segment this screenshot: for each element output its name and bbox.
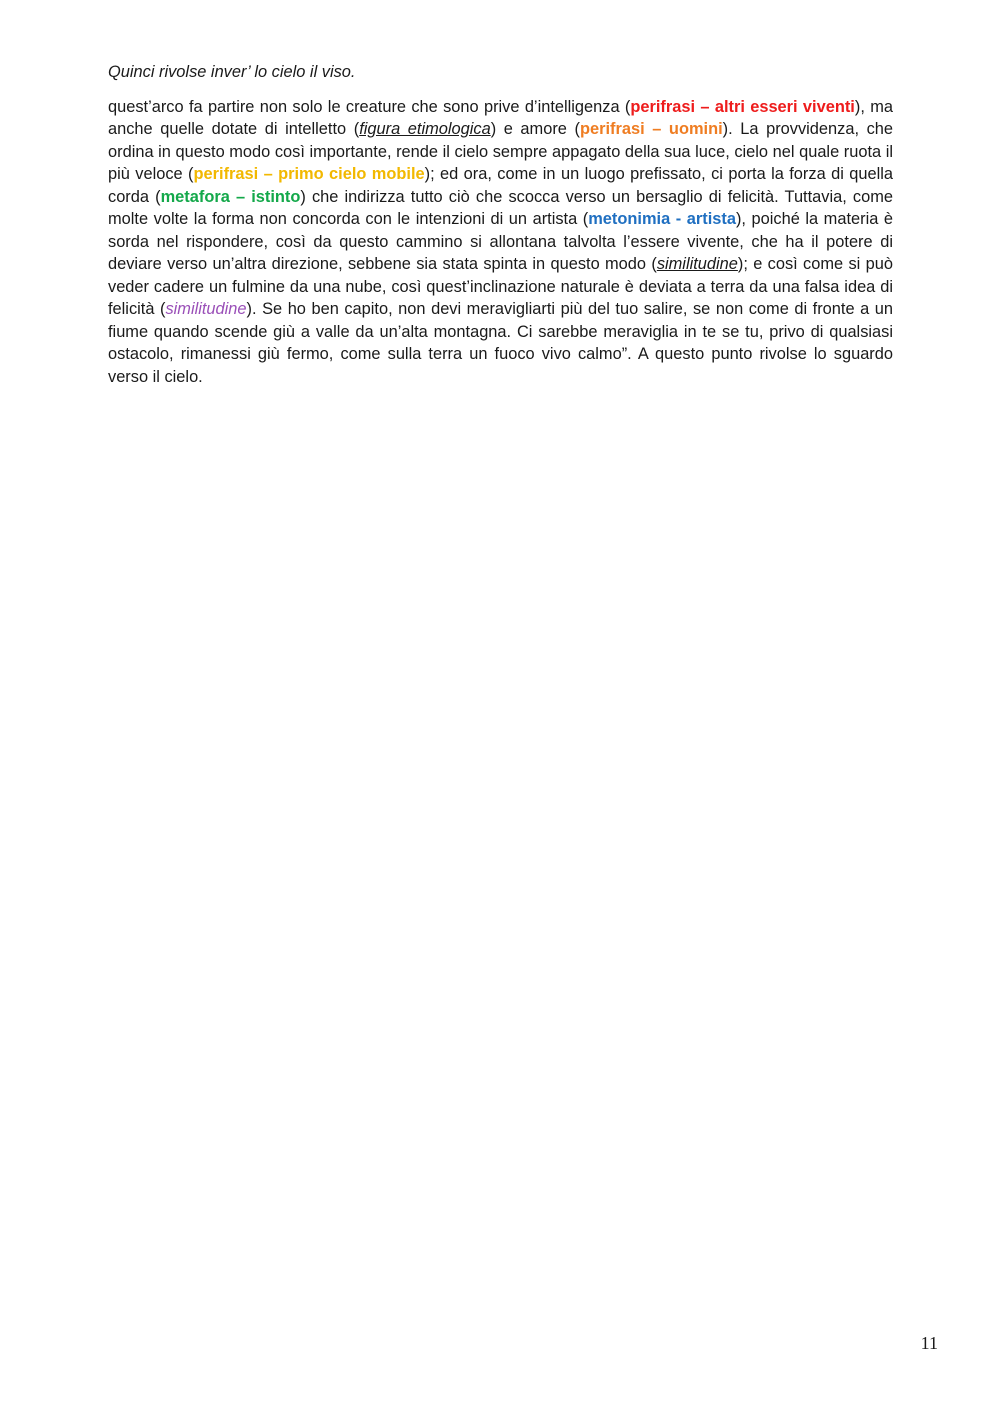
figure-annotation-perifrasi-primo-cielo: perifrasi – primo cielo mobile xyxy=(193,165,425,183)
text-segment: ). Se ho ben capito, non devi meravigliarti più del tuo salire, se non come di fronte a un fiume quando scende giù a valle da un’alta montagna. Ci sarebbe meraviglia in te se tu, privo di qualsiasi ostacolo, rimanessi giù fermo, come sulla terra un fuoco vivo calmo”. A questo punto rivolse lo sguardo verso il cielo. xyxy=(108,300,893,386)
verse-line: Quinci rivolse inver’ lo cielo il viso. xyxy=(108,63,356,81)
figure-annotation-similitudine-underlined: similitudine xyxy=(656,255,738,273)
text-segment: ) e amore ( xyxy=(490,120,580,138)
page-content xyxy=(108,61,893,388)
figure-annotation-metonimia-artista: metonimia - artista xyxy=(588,210,736,228)
paraphrase-paragraph xyxy=(108,96,893,389)
text-segment: ); ed ora, come in un luogo prefissato, ci porta la forza di quella corda ( xyxy=(108,165,893,206)
text-segment: ). La provvidenza, che ordina in questo modo così importante, rende il cielo sempre appagato della sua luce, cielo nel quale ruota il più veloce ( xyxy=(108,120,894,183)
figure-annotation-perifrasi-altri-esseri: perifrasi – altri esseri viventi xyxy=(630,97,855,116)
figure-annotation-figura-etimologica: figura etimologica xyxy=(359,120,491,138)
figure-annotation-similitudine-purple: similitudine xyxy=(165,300,247,318)
text-segment: ), poiché la materia è sorda nel rispondere, così da questo cammino si allontana talvolta l’essere vivente, che ha il potere di deviare verso un’altra direzione, sebbene sia stata spinta in questo modo ( xyxy=(108,210,894,273)
text-segment: ) che indirizza tutto ciò che scocca verso un bersaglio di felicità. Tuttavia, come molte volte la forma non concorda con le intenzioni di un artista ( xyxy=(108,187,893,228)
text-segment: quest’arco fa partire non solo le creature che sono prive d’intelligenza ( xyxy=(108,97,631,116)
page-number: 11 xyxy=(920,1333,938,1353)
text-segment: ), ma anche quelle dotate di intelletto ( xyxy=(108,97,893,138)
figure-annotation-metafora-istinto: metafora – istinto xyxy=(160,187,301,206)
text-segment: ); e così come si può veder cadere un fulmine da una nube, così quest’inclinazione naturale è deviata a terra da una falsa idea di felicità ( xyxy=(108,255,893,318)
figure-annotation-perifrasi-uomini: perifrasi – uomini xyxy=(579,120,723,138)
